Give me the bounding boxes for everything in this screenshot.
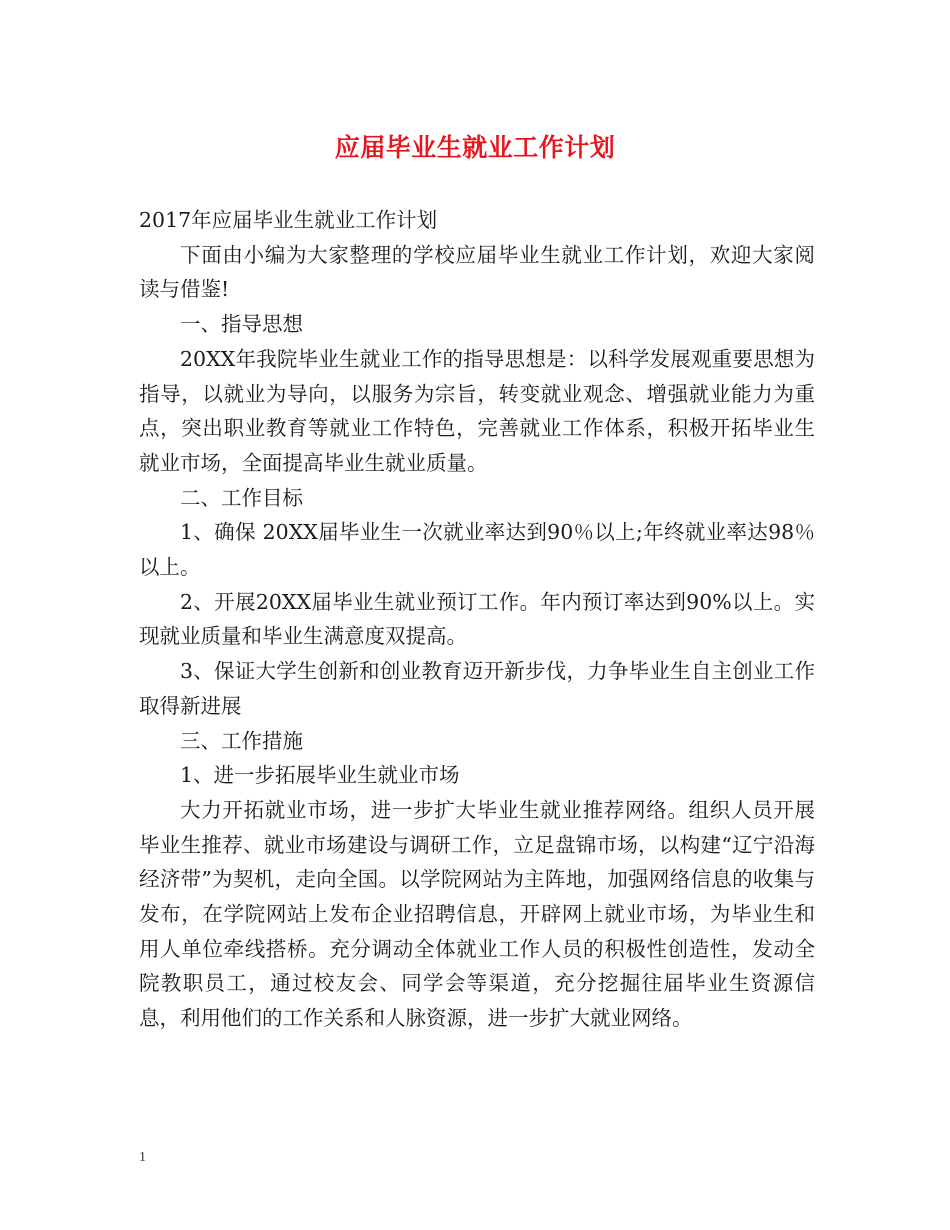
document-title: 应届毕业生就业工作计划 bbox=[334, 133, 616, 162]
paragraph-goal-2: 2、开展20XX届毕业生就业预订工作。年内预订率达到90%以上。实现就业质量和毕业生满意度双提高。 bbox=[139, 589, 815, 649]
paragraph-goal-3: 3、保证大学生创新和创业教育迈开新步伐，力争毕业生自主创业工作取得新进展 bbox=[139, 659, 815, 718]
document-body bbox=[139, 203, 815, 1036]
subheading-measure-1: 1、进一步拓展毕业生就业市场 bbox=[180, 763, 460, 788]
section-heading-work-goals: 二、工作目标 bbox=[180, 485, 303, 510]
page-number: 1 bbox=[139, 1150, 146, 1165]
paragraph-intro: 下面由小编为大家整理的学校应届毕业生就业工作计划，欢迎大家阅读与借鉴! bbox=[139, 242, 815, 302]
paragraph-goal-1: 1、确保 20XX届毕业生一次就业率达到90％以上;年终就业率达98％以上。 bbox=[139, 520, 815, 580]
section-heading-guiding-thought: 一、指导思想 bbox=[180, 312, 303, 337]
section-heading-work-measures: 三、工作措施 bbox=[180, 728, 303, 753]
paragraph-measure-1: 大力开拓就业市场，进一步扩大毕业生就业推荐网络。组织人员开展毕业生推荐、就业市场建设与调研工作，立足盘锦市场，以构建“辽宁沿海经济带”为契机，走向全国。以学院网站为主阵地，加强网络信息的收集与发布，在学院网站上发布企业招聘信息，开辟网上就业市场，为毕业生和用人单位牵线搭桥。充分调动全体就业工作人员的积极性创造性，发动全院教职员工，通过校友会、同学会等渠道，充分挖掘往届毕业生资源信息，利用他们的工作关系和人脉资源，进一步扩大就业网络。 bbox=[139, 797, 815, 1031]
paragraph-subtitle: 2017年应届毕业生就业工作计划 bbox=[139, 208, 438, 232]
paragraph-guiding-thought: 20XX年我院毕业生就业工作的指导思想是：以科学发展观重要思想为指导，以就业为导向，以服务为宗旨，转变就业观念、增强就业能力为重点，突出职业教育等就业工作特色，完善就业工作体系，积极开拓毕业生就业市场，全面提高毕业生就业质量。 bbox=[139, 346, 815, 475]
